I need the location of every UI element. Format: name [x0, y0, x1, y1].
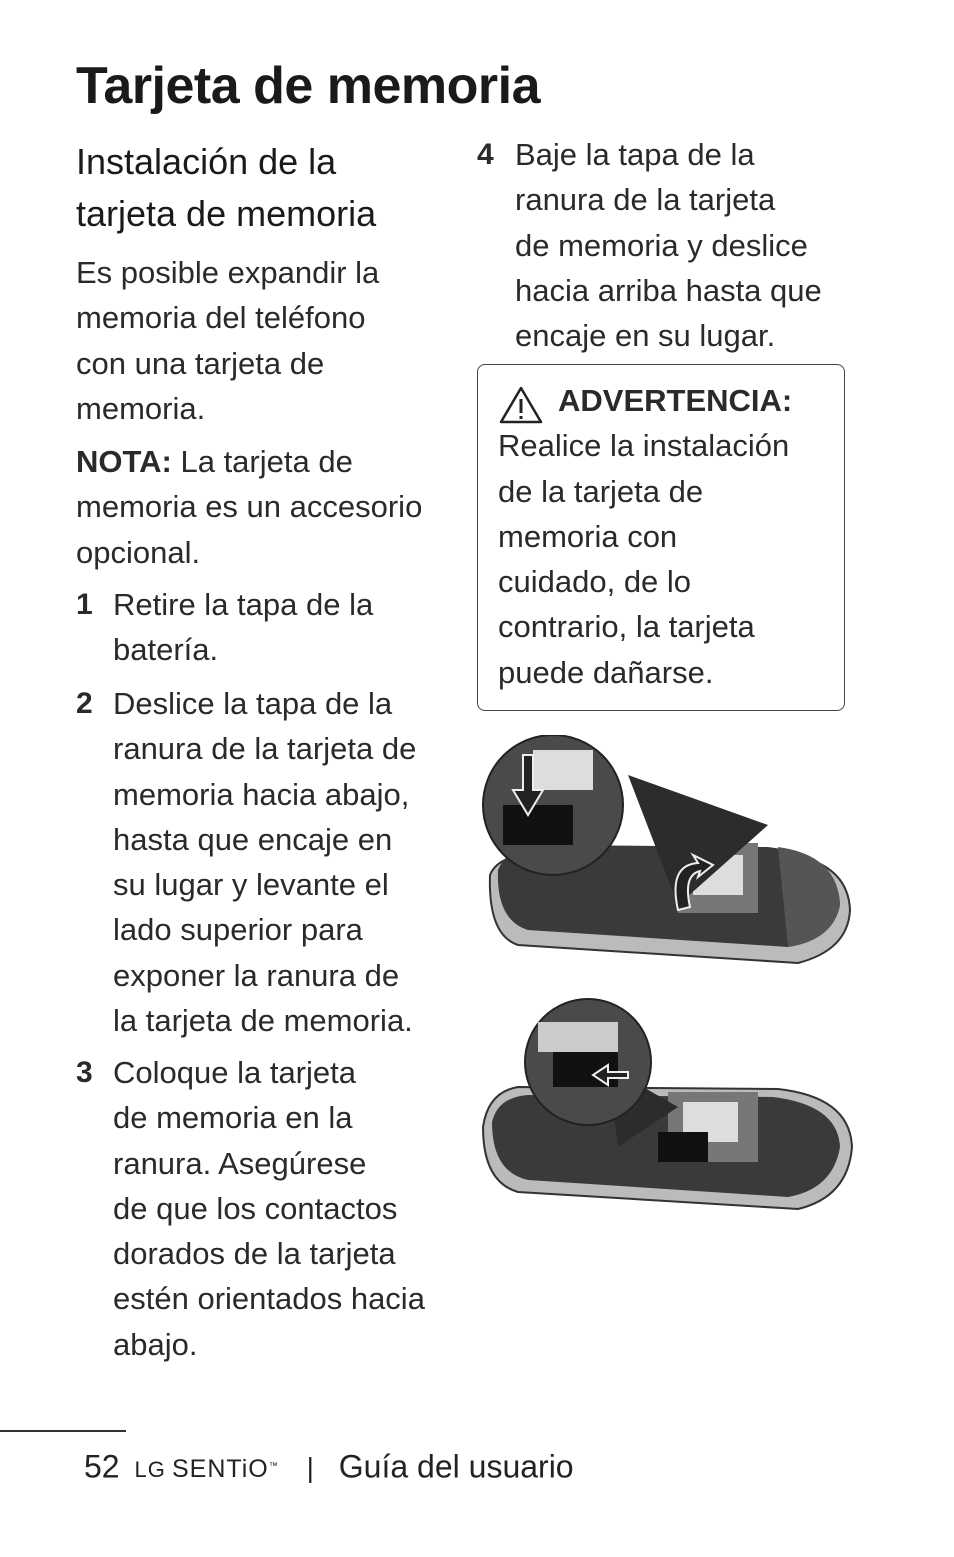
text-line: opcional.	[76, 534, 201, 570]
footer-separator: |	[306, 1452, 314, 1484]
footer	[84, 1446, 574, 1490]
heading-line: Instalación de la	[76, 141, 337, 182]
text-line: Realice la instalación	[498, 428, 790, 464]
text-line: lado superior para	[113, 912, 363, 948]
text-line: memoria es un accesorio	[76, 489, 423, 525]
footer-rule	[0, 1430, 126, 1432]
text-line: ranura. Asegúrese	[113, 1145, 367, 1181]
heading-line: tarjeta de memoria	[76, 193, 377, 234]
brand-logo: LG SENTiO™	[134, 1455, 278, 1484]
warning-box	[477, 364, 845, 711]
text-line: batería.	[113, 632, 219, 668]
text-line: Retire la tapa de la	[113, 587, 374, 622]
page-number: 52	[84, 1448, 120, 1485]
text-line: ranura de la tarjeta	[515, 182, 776, 218]
warning-label: ADVERTENCIA:	[558, 383, 793, 418]
text-line: estén orientados hacia	[113, 1281, 425, 1317]
text-line: hacia arriba hasta que	[515, 272, 822, 308]
text-line: puede dañarse.	[498, 654, 714, 690]
text-line: Baje la tapa de la	[515, 137, 755, 172]
text-line: memoria.	[76, 390, 206, 426]
page-title: Tarjeta de memoria	[76, 57, 541, 115]
step-number: 1	[76, 588, 93, 621]
text-line: de que los contactos	[113, 1190, 398, 1226]
step-number: 2	[76, 687, 93, 720]
note-label: NOTA:	[76, 444, 172, 479]
text-line: dorados de la tarjeta	[113, 1236, 396, 1272]
text-line: hasta que encaje en	[113, 821, 393, 857]
step-number: 3	[76, 1056, 93, 1089]
text-line: de memoria en la	[113, 1100, 353, 1136]
text-line: con una tarjeta de	[76, 345, 325, 381]
text-line: encaje en su lugar.	[515, 318, 776, 354]
text-line: Coloque la tarjeta	[113, 1055, 356, 1090]
phone-illustration-insert-card	[478, 997, 856, 1217]
text-line: Deslice la tapa de la	[113, 686, 393, 721]
text-line: abajo.	[113, 1326, 198, 1362]
note-paragraph	[76, 439, 422, 575]
section-heading	[76, 136, 376, 240]
step-number: 4	[477, 138, 494, 171]
text-line: memoria hacia abajo,	[113, 776, 410, 812]
text-line: memoria del teléfono	[76, 300, 366, 336]
text-line: exponer la ranura de	[113, 957, 400, 993]
text-line: la tarjeta de memoria.	[113, 1003, 413, 1039]
text-line: La tarjeta de	[171, 444, 353, 479]
text-line: Es posible expandir la	[76, 255, 380, 290]
guide-title: Guía del usuario	[338, 1448, 574, 1485]
text-line: de la tarjeta de	[498, 473, 704, 509]
text-line: cuidado, de lo	[498, 564, 692, 600]
intro-paragraph	[76, 250, 379, 431]
text-line: de memoria y deslice	[515, 227, 808, 263]
phone-illustration-open-slot	[478, 735, 856, 970]
text-line: memoria con	[498, 518, 678, 554]
text-line: su lugar y levante el	[113, 867, 389, 903]
text-line: ranura de la tarjeta de	[113, 731, 417, 767]
text-line: contrario, la tarjeta	[498, 609, 755, 645]
